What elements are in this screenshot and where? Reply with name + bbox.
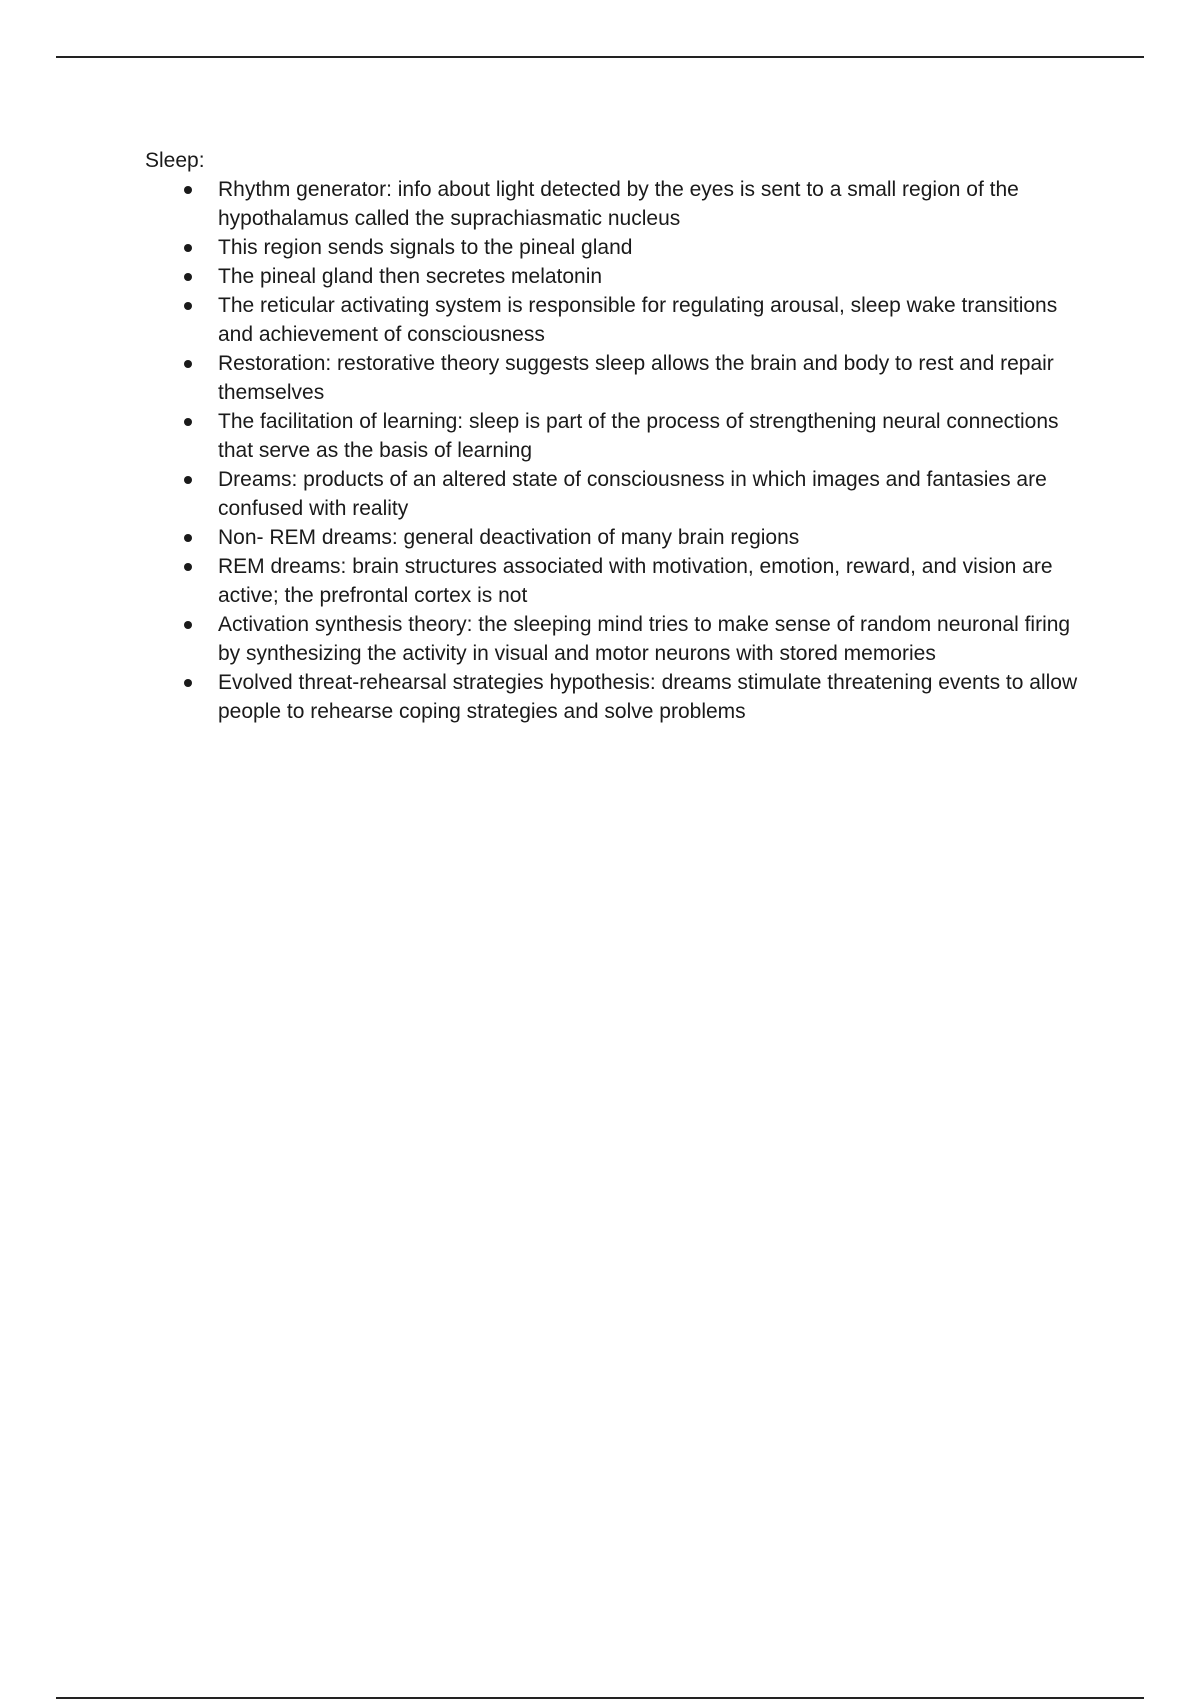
list-item	[145, 349, 1085, 407]
top-divider	[56, 56, 1144, 58]
bullet-icon	[184, 679, 192, 687]
notes-list	[145, 175, 1085, 726]
list-item-text: The facilitation of learning: sleep is part of the process of strengthening neural connections that serve as the basis of learning	[218, 410, 1059, 462]
list-item-text: This region sends signals to the pineal gland	[218, 236, 633, 259]
list-item	[145, 523, 1085, 552]
list-item-text: The pineal gland then secretes melatonin	[218, 265, 603, 288]
bullet-icon	[184, 476, 192, 484]
list-item-text: Non- REM dreams: general deactivation of many brain regions	[218, 526, 800, 549]
list-item	[145, 175, 1085, 233]
list-item	[145, 233, 1085, 262]
bullet-icon	[184, 418, 192, 426]
list-item-text: Dreams: products of an altered state of consciousness in which images and fantasies are confused with reality	[218, 468, 1047, 520]
list-item-text: Rhythm generator: info about light detected by the eyes is sent to a small region of the hypothalamus called the suprachiasmatic nucleus	[218, 178, 1019, 230]
bullet-icon	[184, 273, 192, 281]
bullet-icon	[184, 244, 192, 252]
list-item	[145, 291, 1085, 349]
list-item-text: The reticular activating system is responsible for regulating arousal, sleep wake transitions and achievement of consciousness	[218, 294, 1058, 346]
bullet-icon	[184, 563, 192, 571]
bullet-icon	[184, 302, 192, 310]
bullet-icon	[184, 621, 192, 629]
bullet-icon	[184, 360, 192, 368]
list-item-text: Restoration: restorative theory suggests sleep allows the brain and body to rest and repair themselves	[218, 352, 1054, 404]
list-item	[145, 465, 1085, 523]
list-item	[145, 262, 1085, 291]
bullet-icon	[184, 186, 192, 194]
list-item-text: REM dreams: brain structures associated with motivation, emotion, reward, and vision are active; the prefrontal cortex is not	[218, 555, 1053, 607]
list-item	[145, 552, 1085, 610]
section-heading: Sleep:	[145, 149, 205, 172]
document-body	[145, 146, 1085, 726]
list-item-text: Evolved threat-rehearsal strategies hypothesis: dreams stimulate threatening events to allow people to rehearse coping strategies and solve problems	[218, 671, 1078, 723]
bottom-divider	[56, 1697, 1144, 1699]
list-item	[145, 407, 1085, 465]
list-item	[145, 610, 1085, 668]
list-item	[145, 668, 1085, 726]
bullet-icon	[184, 534, 192, 542]
list-item-text: Activation synthesis theory: the sleeping mind tries to make sense of random neuronal firing by synthesizing the activity in visual and motor neurons with stored memories	[218, 613, 1071, 665]
